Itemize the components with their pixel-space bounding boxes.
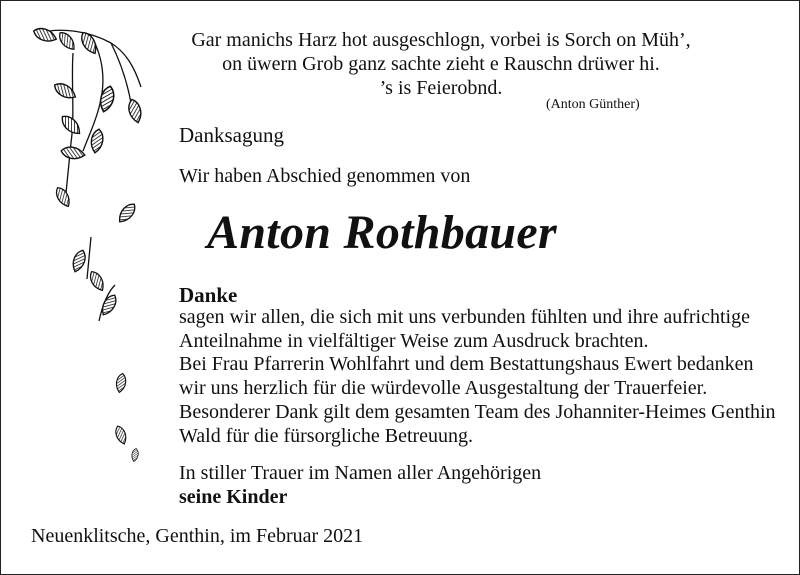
notice-heading: Danksagung [179, 123, 284, 147]
thanks-line: Wald für die fürsorgliche Betreuung. [179, 424, 474, 447]
thanks-line: Anteilnahme in vielfältiger Weise zum Ausdruck brachten. [179, 329, 649, 352]
poem-line: Gar manichs Harz hot ausgeschlogn, vorbei is Sorch on Müh’, [191, 29, 691, 51]
thanks-line: sagen wir allen, die sich mit uns verbunden fühlten und ihre aufrichtige [179, 306, 750, 328]
intro-text: Wir haben Abschied genommen von [179, 165, 471, 187]
signoff: seine Kinder [179, 486, 288, 508]
closing-text: In stiller Trauer im Namen aller Angehörigen [179, 462, 542, 484]
thanks-line: Bei Frau Pfarrerin Wohlfahrt und dem Bestattungshaus Ewert bedanken [179, 353, 754, 376]
thanks-line: wir uns herzlich für die würdevolle Ausgestaltung der Trauerfeier. [179, 377, 708, 400]
birch-leaves-vine-icon [31, 23, 161, 473]
deceased-name: Anton Rothbauer [207, 206, 557, 259]
place-date: Neuenklitsche, Genthin, im Februar 2021 [31, 525, 364, 547]
poem-line: on üwern Grob ganz sachte zieht e Rauschn drüwer hi. [222, 53, 660, 75]
thanks-heading: Danke [179, 283, 238, 307]
thanks-line: Besonderer Dank gilt dem gesamten Team des Johanniter-Heimes Genthin [179, 400, 776, 423]
thanks-body [179, 306, 789, 448]
poem-attribution: (Anton Günther) [546, 97, 640, 112]
poem-line: ’s is Feierobnd. [379, 77, 503, 99]
